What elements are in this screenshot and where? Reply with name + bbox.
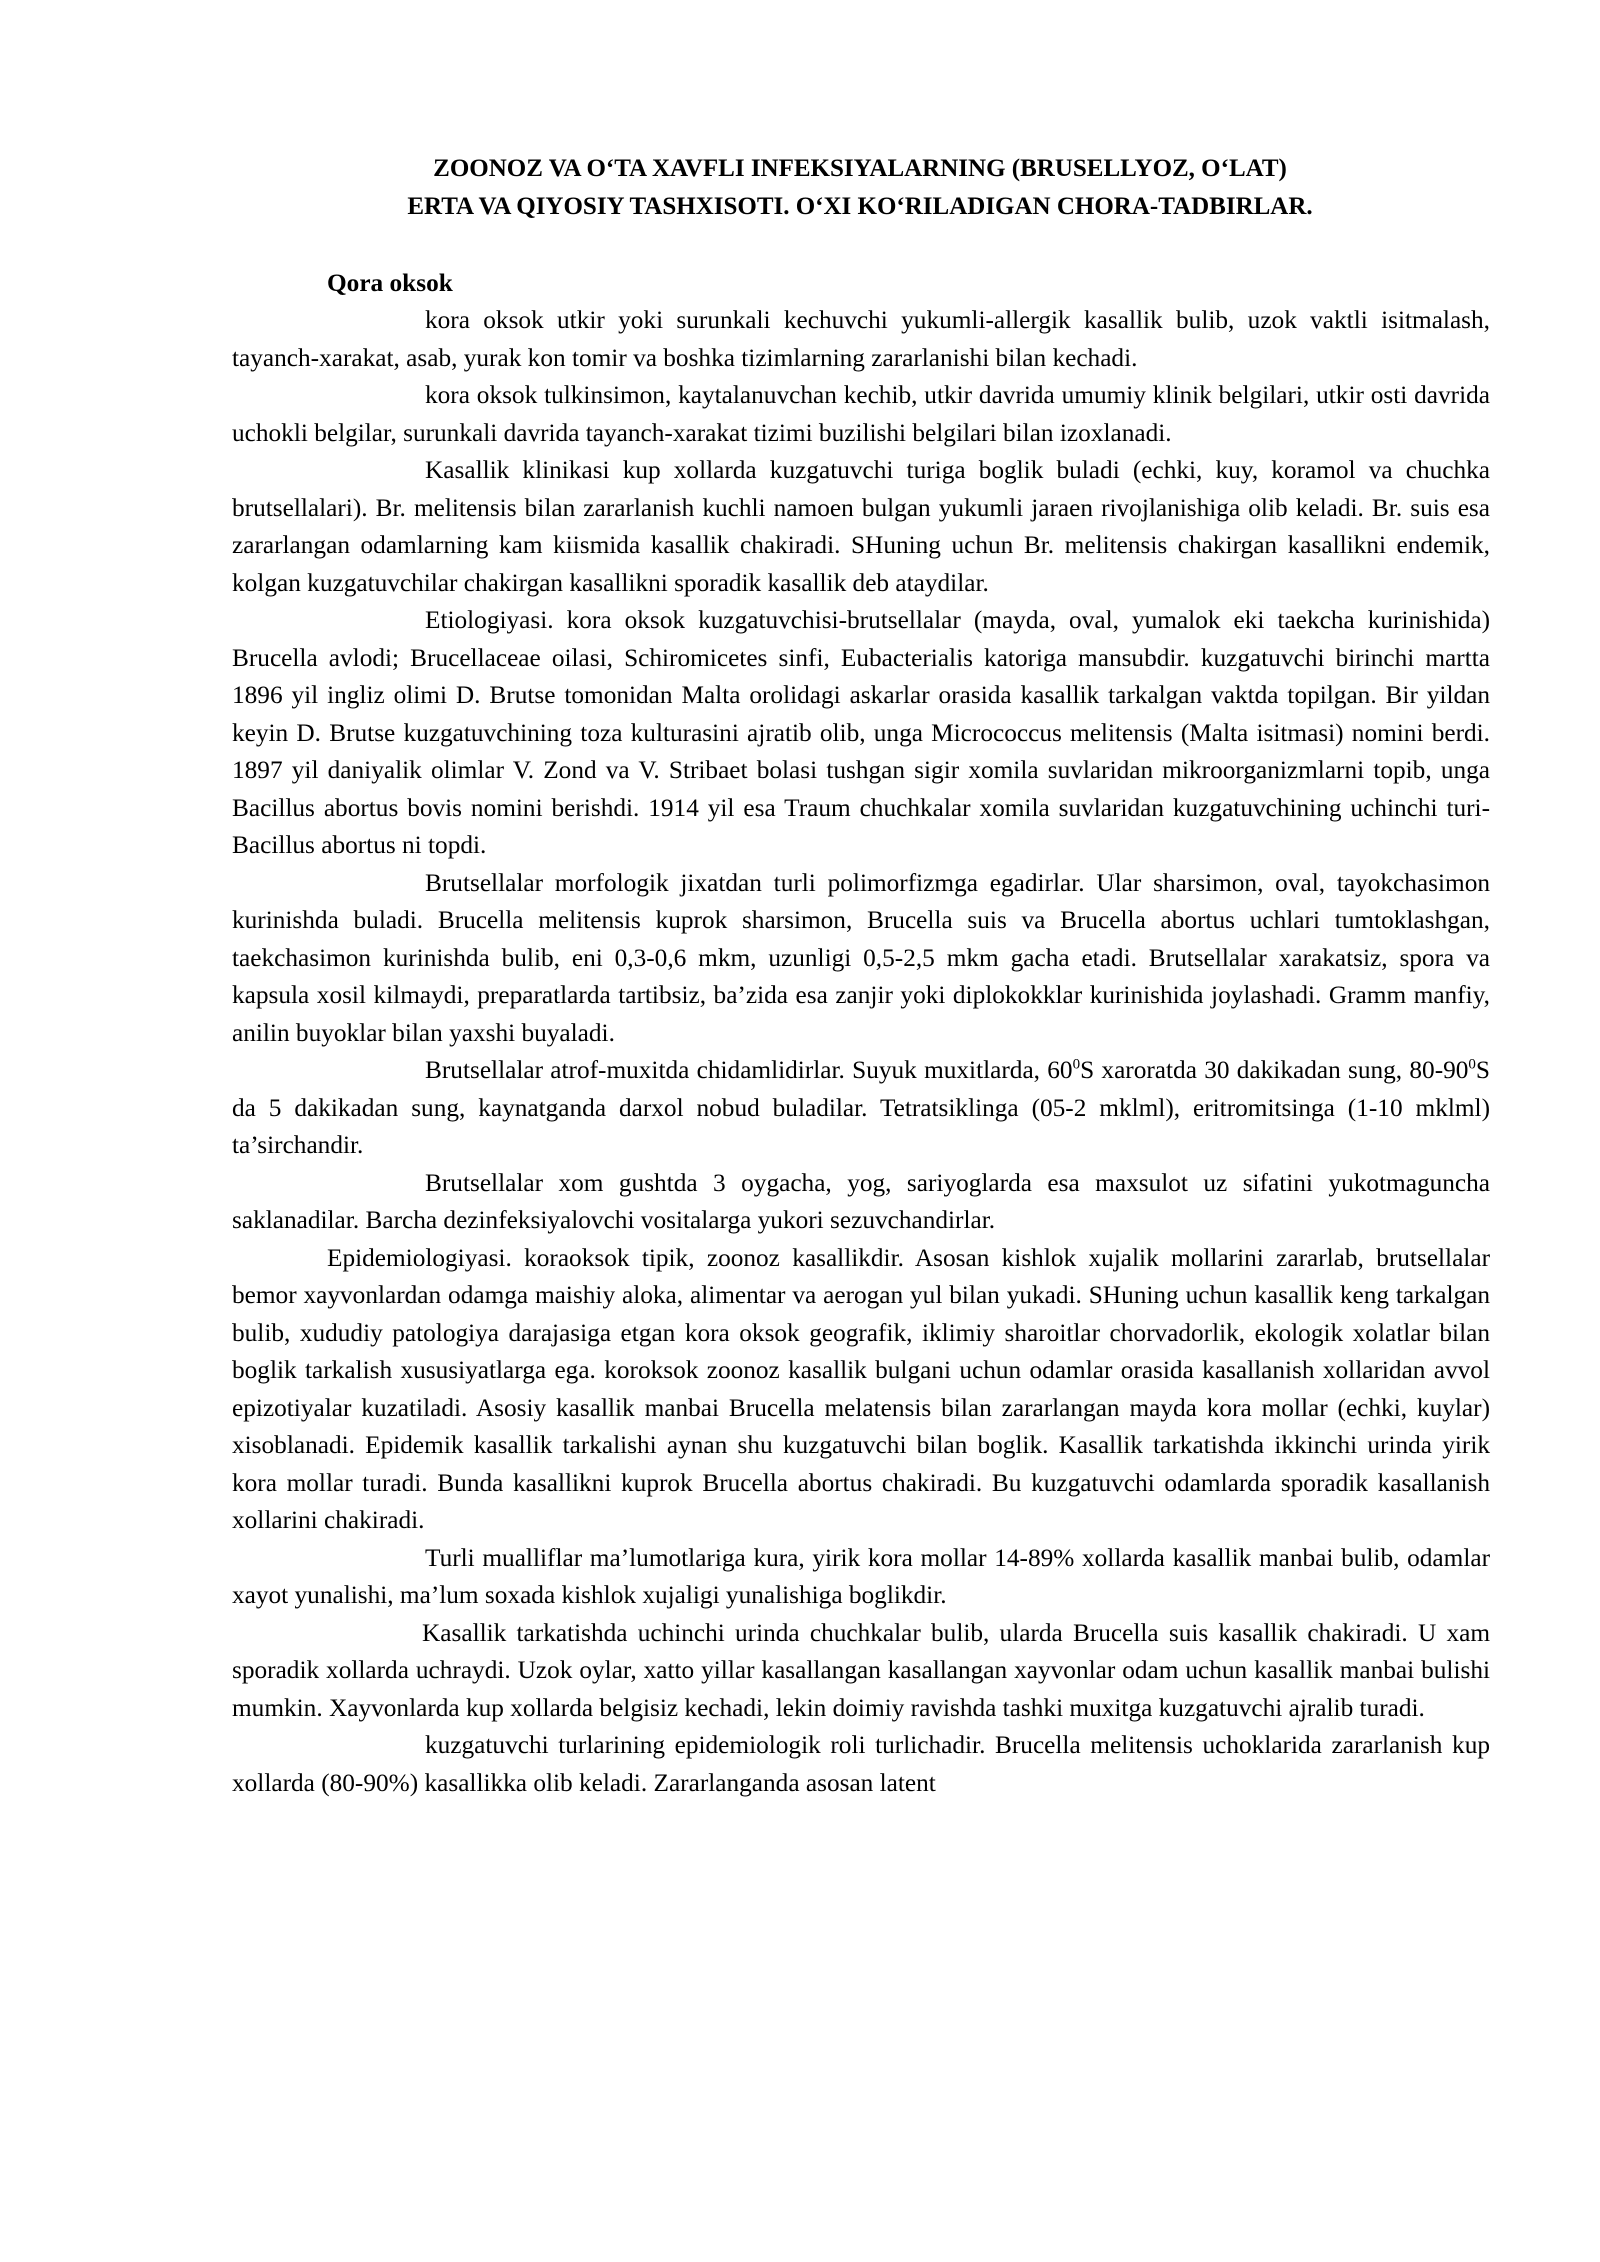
paragraph-survival: Brutsellalar xom gushtda 3 oygacha, yog, sariyoglarda esa maxsulot uz sifatini yukotmaguncha saklanadilar. Barcha dezinfeksiyalovchi vositalarga yukori sezuvchandirlar. bbox=[232, 1168, 1490, 1234]
resistance-text-a: Brutsellalar atrof-muxitda chidamlidirlar. Suyuk muxitlarda, 60 bbox=[425, 1056, 1073, 1084]
paragraph-clinic: Kasallik klinikasi kup xollarda kuzgatuvchi turiga boglik buladi (echki, kuy, koramol va chuchka brutsellalari). Br. melitensis bilan zararlanish kuchli namoen bulgan yukumli jaraen rivojlanishiga olib keladi. Br. suis esa zararlangan odamlarning kam kiismida kasallik chakiradi. SHuning uchun Br. melitensis chakirgan kasallikni endemik, kolgan kuzgatuvchilar chakirgan kasallikni sporadik kasallik deb ataydilar. bbox=[232, 456, 1490, 597]
title-line-2: ERTA VA QIYOSIY TASHXISOTI. OʻXI KOʻRILADIGAN CHORA-TADBIRLAR. bbox=[407, 193, 1313, 220]
resistance-text-b: S xaroratda 30 dakikadan sung, 80-90 bbox=[1080, 1056, 1469, 1084]
paragraph-definition: kora oksok utkir yoki surunkali kechuvchi yukumli-allergik kasallik bulib, uzok vaktli isitmalash, tayanch-xarakat, asab, yurak kon tomir va boshka tizimlarning zararlanishi bilan kechadi. bbox=[232, 306, 1490, 372]
title-line-1: ZOONOZ VA OʻTA XAVFLI INFEKSIYALARNING (BRUSELLYOZ, OʻLAT) bbox=[433, 155, 1287, 182]
paragraph-etiology: Etiologiyasi. kora oksok kuzgatuvchisi-brutsellalar (mayda, oval, yumalok eki taekcha kurinishida) Brucella avlodi; Brucellaceae oilasi, Schiromicetes sinfi, Eubacterialis katoriga mansubdir. kuzgatuvchi birinchi martta 1896 yil ingliz olimi D. Brutse tomonidan Malta orolidagi askarlar orasida kasallik tarkalgan vaktda topilgan. Bir yildan keyin D. Brutse kuzgatuvchining toza kulturasini ajratib olib, unga Micrococcus melitensis (Malta isitmasi) nomini berdi. 1897 yil daniyalik olimlar V. Zond va V. Stribaet bolasi tushgan sigir xomila suvlaridan mikroorganizmlarni topib, unga Bacillus abortus bovis nomini berishdi. 1914 yil esa Traum chuchkalar xomila suvlaridan kuzgatuvchining uchinchi turi- Bacillus abortus ni topdi. bbox=[232, 606, 1490, 859]
resistance-text-c: S da 5 dakikadan sung, kaynatganda darxol nobud buladilar. Tetratsiklinga (05-2 mklml), eritromitsinga (1-10 mklml) ta’sirchandir. bbox=[232, 1056, 1490, 1159]
document-body bbox=[232, 264, 1490, 1802]
paragraph-resistance bbox=[232, 1052, 1490, 1165]
document-title bbox=[230, 150, 1490, 226]
paragraph-morphology: Brutsellalar morfologik jixatdan turli polimorfizmga egadirlar. Ular sharsimon, oval, tayokchasimon kurinishda buladi. Brucella melitensis kuprok sharsimon, Brucella suis va Brucella abortus uchlari tumtoklashgan, taekchasimon kurinishda bulib, eni 0,3-0,6 mkm, uzunligi 0,5-2,5 mkm gacha etadi. Brutsellalar xarakatsiz, spora va kapsula xosil kilmaydi, preparatlarda tartibsiz, ba’zida esa zanjir yoki diplokokklar kurinishida joylashadi. Gramm manfiy, anilin buyoklar bilan yaxshi buyaladi. bbox=[232, 868, 1490, 1047]
paragraph-course: kora oksok tulkinsimon, kaytalanuvchan kechib, utkir davrida umumiy klinik belgilari, utkir osti davrida uchokli belgilar, surunkali davrida tayanch-xarakat tizimi buzilishi belgilari bilan izoxlanadi. bbox=[232, 381, 1490, 447]
degree-superscript-1: 0 bbox=[1072, 1056, 1081, 1073]
paragraph-species-role: kuzgatuvchi turlarining epidemiologik roli turlichadir. Brucella melitensis uchoklarida zararlanish kup xollarda (80-90%) kasallikka olib keladi. Zararlanganda asosan latent bbox=[232, 1731, 1490, 1797]
degree-superscript-2: 0 bbox=[1468, 1056, 1476, 1073]
paragraph-epidemiology: Epidemiologiyasi. koraoksok tipik, zoonoz kasallikdir. Asosan kishlok xujalik mollarini zararlab, brutsellalar bemor xayvonlardan odamga maishiy aloka, alimentar va aerogan yul bilan yukadi. SHuning uchun kasallik keng tarkalgan bulib, xududiy patologiya darajasiga etgan kora oksok geografik, iklimiy sharoitlar chorvadorlik, ekologik xolatlar bilan boglik tarkalish xususiyatlarga ega. koroksok zoonoz kasallik bulgani uchun odamlar orasida kasallanish xollaridan avvol epizotiyalar kuzatiladi. Asosiy kasallik manbai Brucella melatensis bilan zararlangan mayda kora mollar (echki, kuylar) xisoblanadi. Epidemik kasallik tarkalishi aynan shu kuzgatuvchi bilan boglik. Kasallik tarkatishda ikkinchi urinda yirik kora mollar turadi. Bunda kasallikni kuprok Brucella abortus chakiradi. Bu kuzgatuvchi odamlarda sporadik kasallanish xollarini chakiradi. bbox=[232, 1243, 1490, 1534]
paragraph-authors: Turli mualliflar ma’lumotlariga kura, yirik kora mollar 14-89% xollarda kasallik manbai bulib, odamlar xayot yunalishi, ma’lum soxada kishlok xujaligi yunalishiga boglikdir. bbox=[232, 1543, 1490, 1609]
section-heading: Qora oksok bbox=[327, 269, 453, 297]
paragraph-pigs: Kasallik tarkatishda uchinchi urinda chuchkalar bulib, ularda Brucella suis kasallik chakiradi. U xam sporadik xollarda uchraydi. Uzok oylar, xatto yillar kasallangan kasallangan xayvonlar odam uchun kasallik manbai bulishi mumkin. Xayvonlarda kup xollarda belgisiz kechadi, lekin doimiy ravishda tashki muxitga kuzgatuvchi ajralib turadi. bbox=[232, 1618, 1490, 1722]
